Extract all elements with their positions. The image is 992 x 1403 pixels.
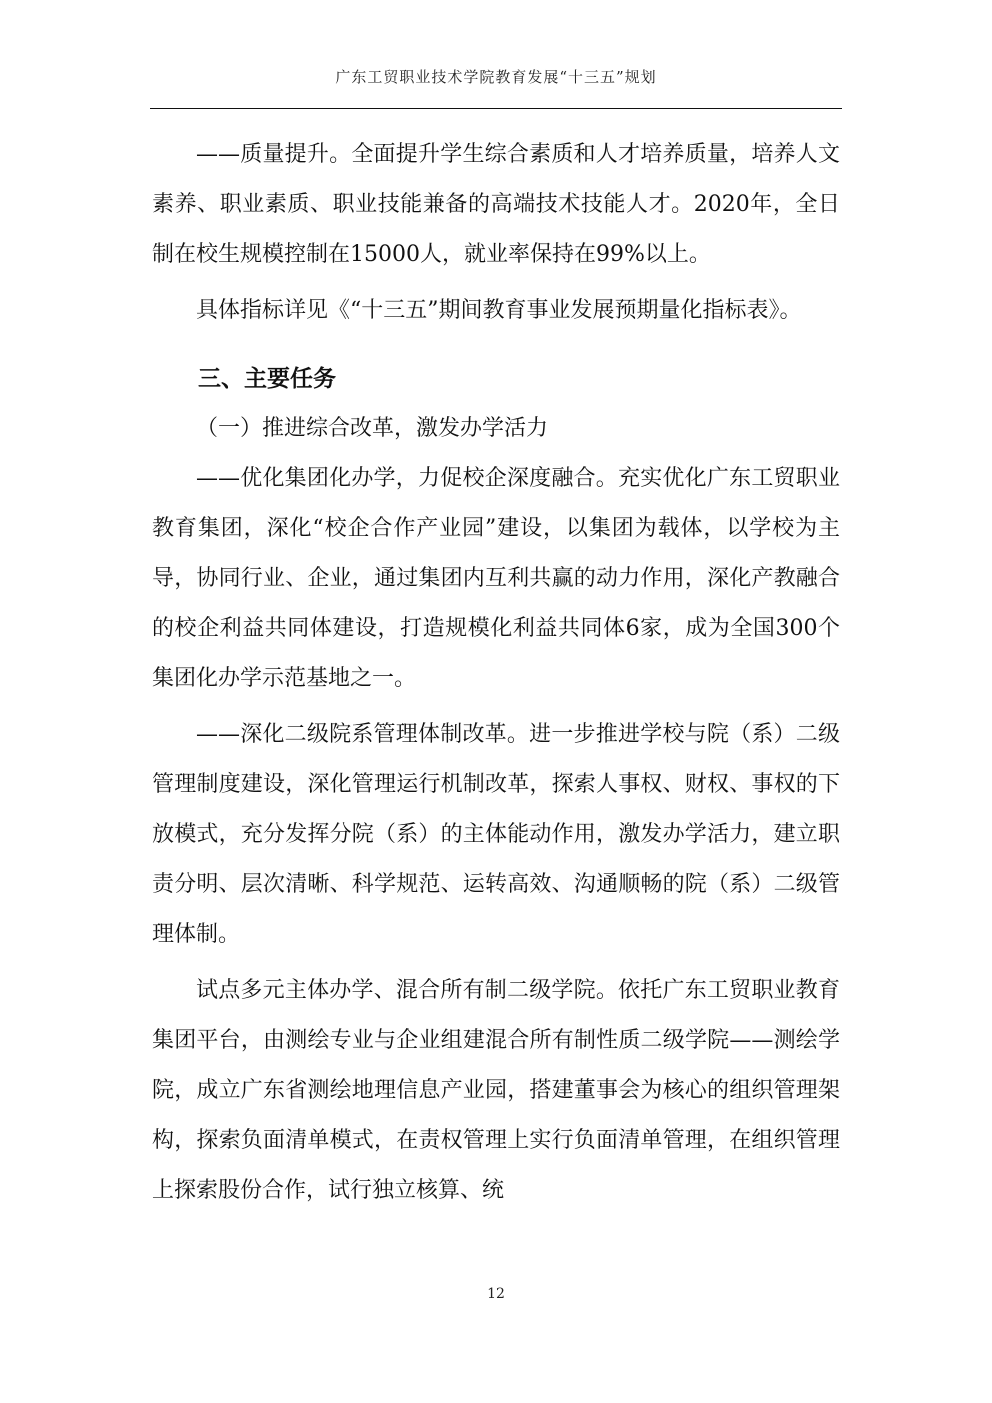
- paragraph-mixed-ownership: 试点多元主体办学、混合所有制二级学院。依托广东工贸职业教育集团平台，由测绘专业与企业组建混合所有制性质二级学院——测绘学院，成立广东省测绘地理信息产业园，搭建董事会为核心的组织管理架构，探索负面清单模式，在责权管理上实行负面清单管理，在组织管理上探索股份合作，试行独立核算、统: [152, 978, 840, 1203]
- paragraph-indicator-reference: 具体指标详见《“十三五”期间教育事业发展预期量化指标表》。: [196, 298, 802, 323]
- header-divider: [150, 108, 842, 109]
- document-body: [152, 130, 840, 1216]
- paragraph-group-education: ——优化集团化办学，力促校企深度融合。充实优化广东工贸职业教育集团，深化“校企合作产业园”建设，以集团为载体，以学校为主导，协同行业、企业，通过集团内互利共赢的动力作用，深化产教融合的校企利益共同体建设，打造规模化利益共同体6家，成为全国300个集团化办学示范基地之一。: [152, 466, 840, 691]
- subsection-heading-reform: （一）推进综合改革，激发办学活力: [196, 416, 549, 441]
- paragraph-quality-improvement: ——质量提升。全面提升学生综合素质和人才培养质量，培养人文素养、职业素质、职业技能兼备的高端技术技能人才。2020年，全日制在校生规模控制在15000人，就业率保持在99%以上。: [152, 142, 840, 267]
- section-heading-main-tasks: 三、主要任务: [198, 366, 336, 392]
- paragraph-secondary-management: ——深化二级院系管理体制改革。进一步推进学校与院（系）二级管理制度建设，深化管理运行机制改革，探索人事权、财权、事权的下放模式，充分发挥分院（系）的主体能动作用，激发办学活力，建立职责分明、层次清晰、科学规范、运转高效、沟通顺畅的院（系）二级管理体制。: [152, 722, 840, 947]
- page-number: 12: [487, 1286, 505, 1302]
- running-header: 广东工贸职业技术学院教育发展“十三五”规划: [335, 68, 657, 86]
